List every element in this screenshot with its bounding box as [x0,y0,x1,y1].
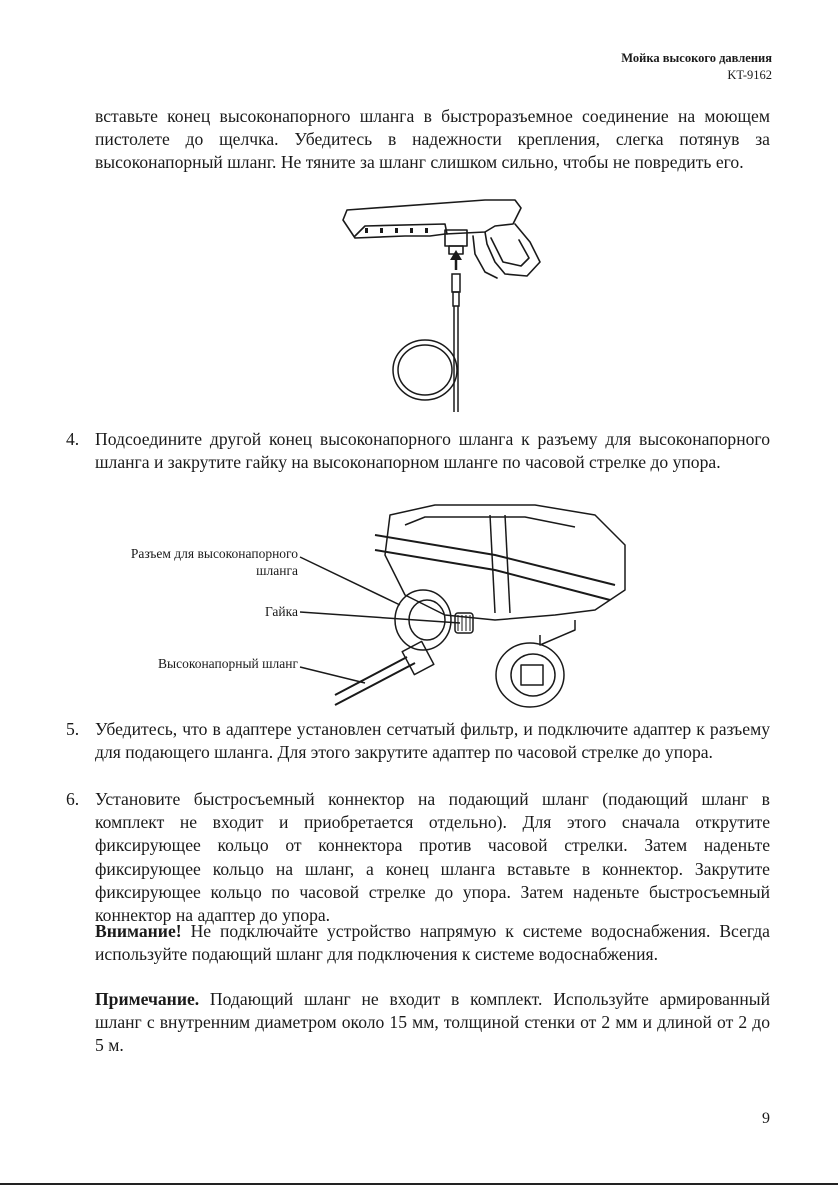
note-label: Примечание. [95,989,200,1009]
hose-line [335,663,415,705]
washer-connector-figure [295,495,640,713]
hose-leader-line [300,667,365,683]
nut-leader-line [300,612,460,623]
model-number: KT-9162 [727,68,772,82]
gun-body-outline [343,200,521,238]
page-number: 9 [762,1110,770,1127]
gun-grip-outline [485,224,540,276]
note-text: Подающий шланг не входит в комплект. Используйте армированный шланг с внутренним диаметром около 15 мм, толщиной стенки от 2 мм и длиной от 2 до 5 м. [95,989,770,1056]
step-5-text: Убедитесь, что в адаптере установлен сетчатый фильтр, и подключите адаптер к разъему для подающего шланга. Для этого закрутите адаптер по часовой стрелке до упора. [95,719,770,763]
step-6-number: 6. [66,789,80,809]
up-arrow-icon [450,250,462,270]
intro-paragraph: вставьте конец высоконапорного шланга в быстроразъемное соединение на моющем пистолете до щелчка. Убедитесь в надежности крепления, слегка потянув за высоконапорный шланг. Не тяните за шланг слишком сильно, чтобы не повредить его. [95,106,770,173]
connector-leader-line [300,557,400,605]
label-nut: Гайка [264,604,298,619]
bottom-divider [0,1183,838,1185]
warning-text: Не подключайте устройство напрямую к системе водоснабжения. Всегда используйте подающий шланг для подключения к системе водоснабжения. [95,921,770,965]
note-paragraph [95,988,770,1058]
document-title: Мойка высокого давления [621,51,772,65]
warning-paragraph [95,920,770,966]
label-connector: Разъем для высоконапорного шланга [130,546,298,578]
warning-label: Внимание! [95,921,182,941]
step-6-text: Установите быстросъемный коннектор на подающий шланг (подающий шланг в комплект не входит и приобретается отдельно). Для этого сначала открутите фиксирующее кольцо от коннектора против часовой стрелки. Затем наденьте фиксирующее кольцо на шланг, а конец шланга вставьте в коннектор. Закрутите фиксирующее кольцо по часовой стрелке до упора. Затем наденьте быстросъемный коннектор на адаптер до упора. [95,789,770,926]
hose-coil [393,306,458,412]
step-4-text: Подсоедините другой конец высоконапорного шланга к разъему для высоконапорного шланга и закрутите гайку на высоконапорном шланге по часовой стрелке до упора. [95,429,770,473]
spray-gun-figure [335,192,550,414]
bottom-wheel [496,643,564,707]
step-5-number: 5. [66,719,80,739]
step-4-number: 4. [66,429,80,449]
page-header [621,50,772,84]
hose-end-fitting [452,274,460,306]
label-hose: Высоконапорный шланг [158,656,298,671]
